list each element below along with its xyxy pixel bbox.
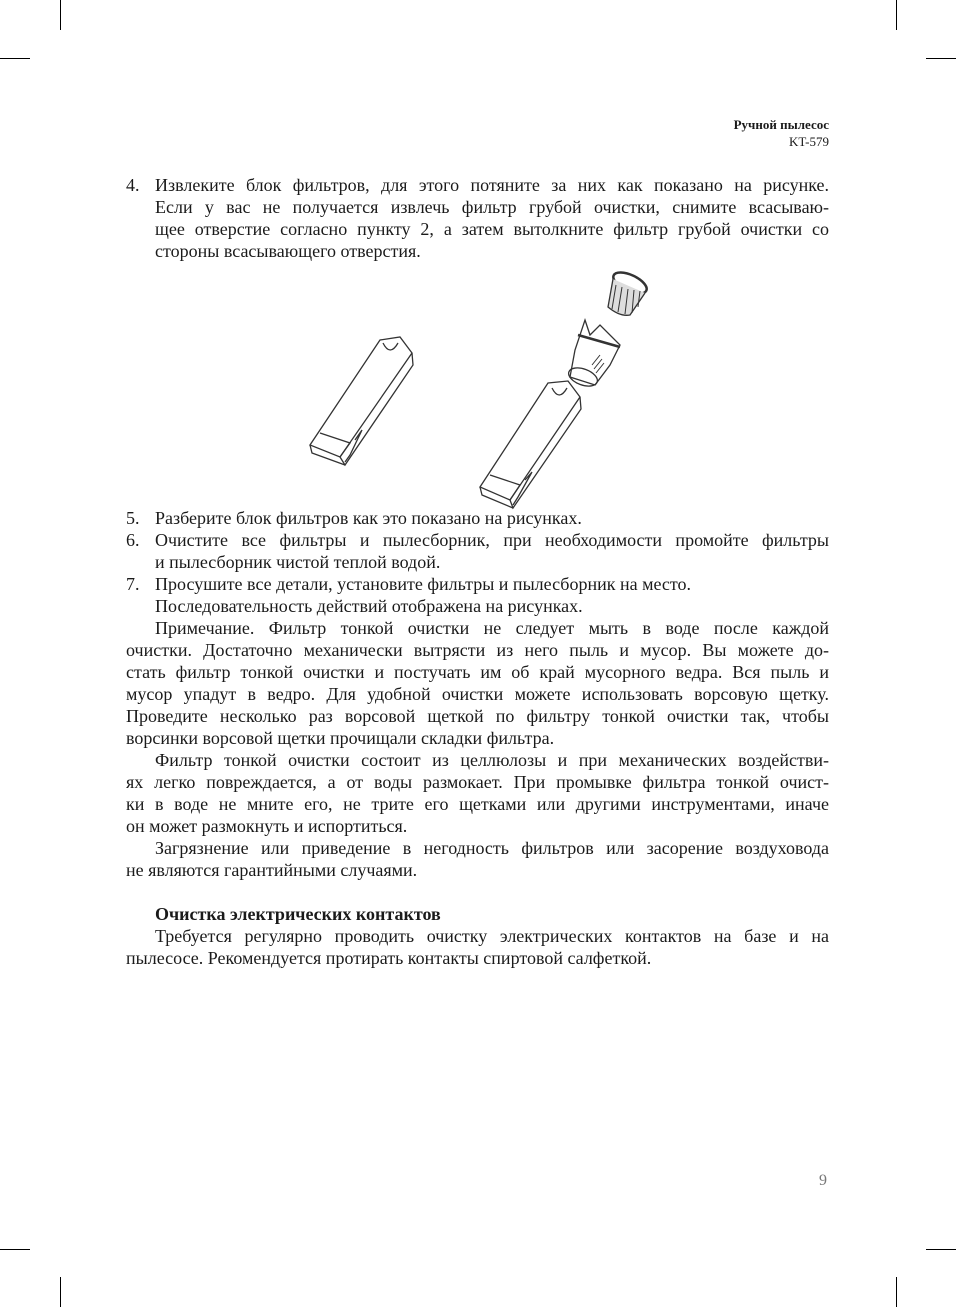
text-line: Если у вас не получается извлечь фильтр грубой очистки, снимите всасываю-: [155, 197, 829, 217]
crop-mark: [896, 1277, 897, 1307]
note-paragraph: [126, 617, 829, 749]
text-line: Фильтр тонкой очистки состоит из целлюлозы и при механических воздействи-: [155, 750, 829, 770]
text-line: пылесосе. Рекомендуется протирать контакты спиртовой салфеткой.: [126, 948, 652, 968]
text-line: Извлеките блок фильтров, для этого потяните за них как показано на рисунке.: [155, 175, 829, 195]
filter-block-open: [480, 381, 581, 508]
text-line: ях легко повреждается, а от воды размокает. При промывке фильтра тонкой очист-: [126, 772, 829, 792]
text-line: ворсинки ворсовой щетки прочищали складки фильтра.: [126, 728, 555, 748]
list-number: 6.: [126, 530, 140, 550]
filter-block-closed: [310, 337, 413, 465]
crop-mark: [896, 0, 897, 30]
step-7: [126, 573, 829, 617]
step-4: [126, 174, 829, 262]
text-line: и пылесборник чистой теплой водой.: [155, 552, 441, 572]
text-line: щее отверстие согласно пункту 2, а затем вытолкните фильтр грубой очистки со: [155, 219, 829, 239]
crop-mark: [60, 0, 61, 30]
fine-filter-part: [608, 268, 650, 315]
filter-disassembly-illustration: [300, 265, 680, 515]
coarse-filter-part: [566, 320, 620, 390]
text-line: Проведите несколько раз ворсовой щеткой по фильтру тонкой очистки так, чтобы: [126, 706, 829, 726]
list-number: 7.: [126, 574, 140, 594]
text-line: очистки. Достаточно механически вытрясти из него пыль и мусор. Вы можете до-: [126, 640, 829, 660]
crop-mark: [926, 1249, 956, 1250]
header-title: Ручной пылесос: [733, 117, 829, 132]
crop-mark: [60, 1277, 61, 1307]
text-line: Требуется регулярно проводить очистку электрических контактов на базе и на: [155, 926, 829, 946]
text-line: Просушите все детали, установите фильтры и пылесборник на место.: [155, 574, 692, 594]
text-line: Очистите все фильтры и пылесборник, при необходимости промойте фильтры: [155, 530, 829, 550]
text-line: Последовательность действий отображена на рисунках.: [155, 596, 583, 616]
list-number: 4.: [126, 175, 140, 195]
running-header: [734, 116, 829, 150]
text-line: Разберите блок фильтров как это показано на рисунках.: [155, 508, 582, 528]
list-number: 5.: [126, 508, 140, 528]
text-line: не являются гарантийными случаями.: [126, 860, 418, 880]
step-5: [126, 507, 829, 529]
text-line: стороны всасывающего отверстия.: [155, 241, 421, 261]
warranty-paragraph: [126, 837, 829, 881]
page-number: 9: [819, 1172, 827, 1189]
text-line: ки в воде не мните его, не трите его щетками или другими инструментами, иначе: [126, 794, 829, 814]
text-line: Загрязнение или приведение в негодность фильтров или засорение воздуховода: [155, 838, 829, 858]
step-6: [126, 529, 829, 573]
header-model: KT-579: [789, 134, 829, 149]
fine-filter-paragraph: [126, 749, 829, 837]
crop-mark: [0, 58, 30, 59]
section-heading: Очистка электрических контактов: [155, 904, 441, 924]
text-line: Примечание. Фильтр тонкой очистки не следует мыть в воде после каждой: [155, 618, 829, 638]
body-text: [126, 507, 829, 969]
crop-mark: [926, 58, 956, 59]
text-line: стать фильтр тонкой очистки и постучать им об край мусорного ведра. Вся пыль и: [126, 662, 829, 682]
text-line: мусор упадут в ведро. Для удобной очистки можете использовать ворсовую щетку.: [126, 684, 829, 704]
crop-mark: [0, 1249, 30, 1250]
text-line: он может размокнуть и испортиться.: [126, 816, 408, 836]
